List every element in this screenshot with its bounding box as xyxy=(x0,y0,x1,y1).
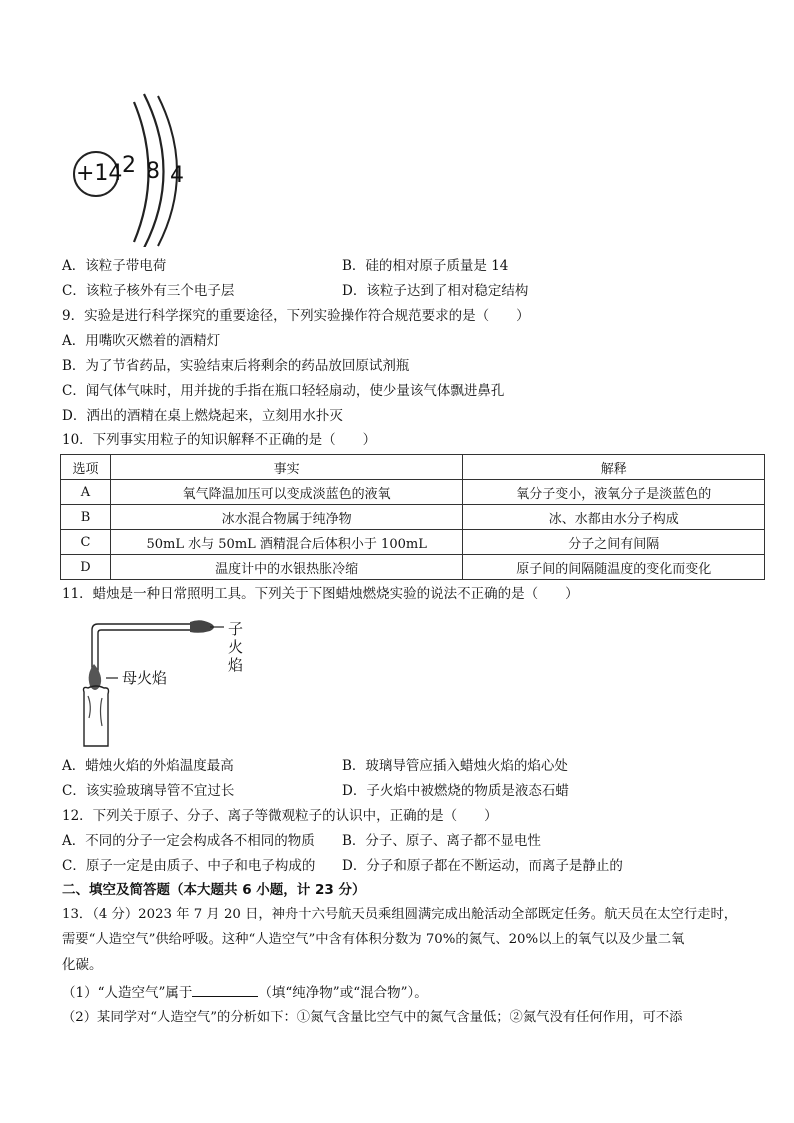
q8-option-b[interactable]: B．硅的相对原子质量是 14 xyxy=(342,258,509,274)
q12-options-row-1 xyxy=(62,831,742,851)
q9-option-b[interactable]: B．为了节省药品，实验结束后将剩余的药品放回原试剂瓶 xyxy=(62,358,410,374)
table-cell: D xyxy=(61,555,111,580)
q12-stem: 12．下列关于原子、分子、离子等微观粒子的认识中，正确的是（ ） xyxy=(62,808,498,824)
q13-line-2: 需要“人造空气”供给呼吸。这种“人造空气”中含有体积分数为 70%的氮气、20%以上的氧气以及少量二氧 xyxy=(62,932,685,947)
q11-options-row-2 xyxy=(62,781,742,801)
q10-stem: 10．下列事实用粒子的知识解释不正确的是（ ） xyxy=(62,432,377,448)
q9-option-a[interactable]: A．用嘴吹灭燃着的酒精灯 xyxy=(62,333,221,349)
table-header-option: 选项 xyxy=(61,455,111,480)
q13-sub-question-2: （2）某同学对“人造空气”的分析如下：①氮气含量比空气中的氮气含量低；②氮气没有任何作用，可不添 xyxy=(62,1010,683,1025)
child-flame-label: 子火焰 xyxy=(228,620,244,674)
table-header-explanation: 解释 xyxy=(463,455,765,480)
q12-options-row-2 xyxy=(62,856,742,876)
q11-option-a[interactable]: A．蜡烛火焰的外焰温度最高 xyxy=(62,758,234,774)
q13-sub-question-1 xyxy=(62,982,428,1003)
table-row xyxy=(61,480,765,505)
q8-option-d[interactable]: D．该粒子达到了相对稳定结构 xyxy=(342,283,529,299)
shell-3-electrons: 4 xyxy=(170,163,184,188)
q12-option-a[interactable]: A．不同的分子一定会构成各不相同的物质 xyxy=(62,833,315,849)
q8-option-c[interactable]: C．该粒子核外有三个电子层 xyxy=(62,283,235,299)
shell-2-electrons: 8 xyxy=(146,159,160,184)
table-cell: 冰水混合物属于纯净物 xyxy=(110,505,462,530)
table-row xyxy=(61,555,765,580)
q11-option-b[interactable]: B．玻璃导管应插入蜡烛火焰的焰心处 xyxy=(342,758,568,774)
table-cell: 原子间的间隔随温度的变化而变化 xyxy=(463,555,765,580)
table-cell: A xyxy=(61,480,111,505)
mother-flame-label: 母火焰 xyxy=(122,669,168,687)
q11-options-row-1 xyxy=(62,756,742,776)
q12-option-b[interactable]: B．分子、原子、离子都不显电性 xyxy=(342,833,541,849)
q8-options-row-1 xyxy=(62,256,742,276)
table-cell: 氧气降温加压可以变成淡蓝色的液氧 xyxy=(110,480,462,505)
q13-line-1: 13．（4 分）2023 年 7 月 20 日，神舟十六号航天员乘组圆满完成出舱活动全部既定任务。航天员在太空行走时， xyxy=(62,907,738,922)
table-header-row xyxy=(61,455,765,480)
table-cell: 氧分子变小，液氧分子是淡蓝色的 xyxy=(463,480,765,505)
table-row xyxy=(61,505,765,530)
q13-sub1-prefix: （1）“人造空气”属于 xyxy=(62,985,193,1001)
q9-stem: 9．实验是进行科学探究的重要途径，下列实验操作符合规范要求的是（ ） xyxy=(62,308,530,324)
table-header-fact: 事实 xyxy=(110,455,462,480)
q9-option-c[interactable]: C．闻气体气味时，用并拢的手指在瓶口轻轻扇动，使少量该气体飘进鼻孔 xyxy=(62,383,505,399)
answer-blank[interactable] xyxy=(192,982,258,997)
q11-option-c[interactable]: C．该实验玻璃导管不宜过长 xyxy=(62,783,235,799)
q10-table xyxy=(60,454,765,580)
table-row xyxy=(61,530,765,555)
candle-experiment-diagram xyxy=(72,614,272,748)
q13-sub1-suffix: （填“纯净物”或“混合物”）。 xyxy=(258,985,428,1001)
q12-option-d[interactable]: D．分子和原子都在不断运动，而离子是静止的 xyxy=(342,858,623,874)
table-cell: 50mL 水与 50mL 酒精混合后体积小于 100mL xyxy=(110,530,462,555)
nucleus-charge: +14 xyxy=(76,161,123,186)
q11-stem: 11．蜡烛是一种日常照明工具。下列关于下图蜡烛燃烧实验的说法不正确的是（ ） xyxy=(62,586,579,602)
table-cell: C xyxy=(61,530,111,555)
table-cell: 冰、水都由水分子构成 xyxy=(463,505,765,530)
table-cell: B xyxy=(61,505,111,530)
table-cell: 分子之间有间隔 xyxy=(463,530,765,555)
q9-option-d[interactable]: D．洒出的酒精在桌上燃烧起来，立刻用水扑灭 xyxy=(62,408,343,424)
q11-option-d[interactable]: D．子火焰中被燃烧的物质是液态石蜡 xyxy=(342,783,569,799)
q8-options-row-2 xyxy=(62,281,742,301)
q8-option-a[interactable]: A．该粒子带电荷 xyxy=(62,258,167,274)
q12-option-c[interactable]: C．原子一定是由质子、中子和电子构成的 xyxy=(62,858,316,874)
q13-line-3: 化碳。 xyxy=(62,957,103,973)
atom-structure-diagram xyxy=(68,92,198,247)
section-title: 二、填空及简答题（本大题共 6 小题，计 23 分） xyxy=(62,882,366,898)
shell-1-electrons: 2 xyxy=(122,153,136,178)
table-cell: 温度计中的水银热胀冷缩 xyxy=(110,555,462,580)
